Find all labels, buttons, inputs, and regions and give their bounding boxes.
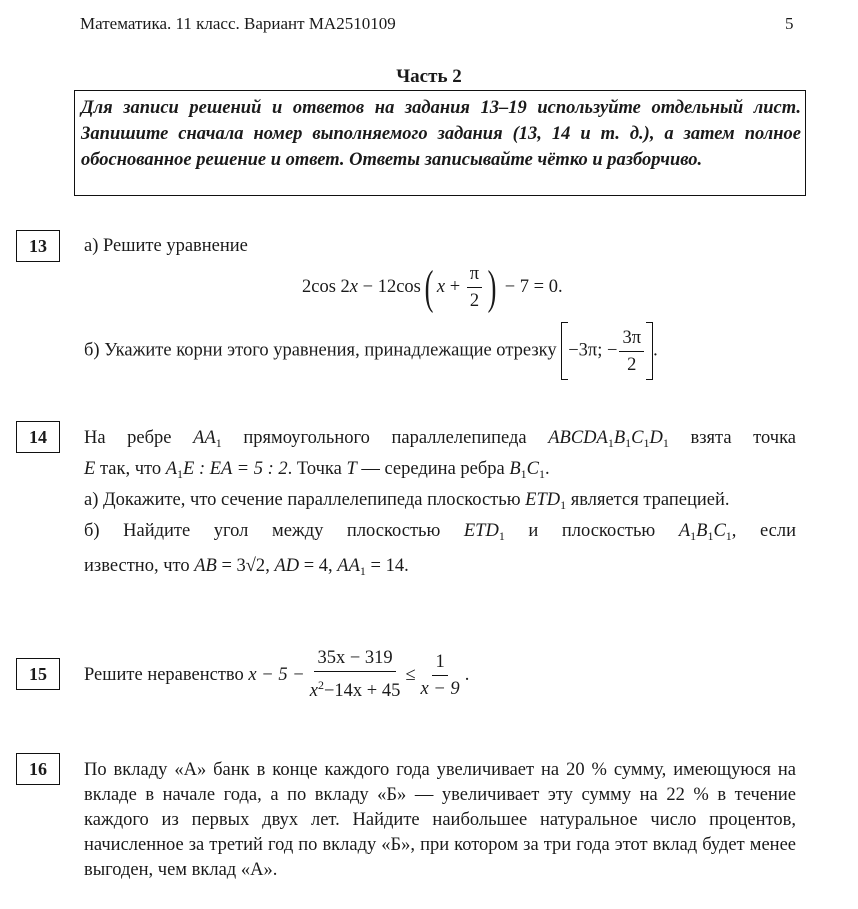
sub: 1 [359, 564, 366, 578]
math: E [84, 459, 96, 479]
task-13-part-b [84, 322, 658, 380]
sub: 1 [662, 436, 669, 450]
text: . [545, 459, 550, 479]
math: AD [274, 556, 300, 576]
math: A [165, 459, 178, 479]
math: ETD [525, 490, 561, 510]
task-14-part-a [84, 487, 796, 518]
math: T [346, 459, 357, 479]
frac-den: x − 9 [420, 678, 460, 699]
sub: 1 [520, 467, 527, 481]
text: , [265, 556, 275, 576]
paren-open: ( [424, 260, 434, 314]
math: x [309, 681, 318, 702]
math: C [526, 459, 540, 479]
task-15-inequality [84, 646, 469, 704]
frac-den: 2 [627, 354, 637, 375]
task-number-15: 15 [16, 658, 60, 690]
eq-part: − 12cos [358, 276, 421, 297]
frac-num: 1 [432, 650, 447, 676]
frac-den: 2 [469, 291, 480, 311]
task-number-16: 16 [16, 753, 60, 785]
header-title: Математика. 11 класс. Вариант МА2510109 [80, 14, 396, 33]
math: B [613, 428, 626, 448]
sub: 1 [607, 436, 614, 450]
task-number-14: 14 [16, 421, 60, 453]
fraction-2 [417, 650, 462, 701]
interval-left: −3π; − [568, 340, 618, 361]
sub: 1 [560, 498, 567, 512]
task-14-text [84, 425, 796, 584]
text: На ребре [84, 428, 194, 448]
page-number: 5 [785, 14, 794, 33]
task-14-part-b [84, 518, 796, 549]
math: D [649, 428, 663, 448]
instructions-box [74, 90, 806, 196]
task-13-part-a: а) Решите уравнение [84, 236, 248, 256]
le-sign: ≤ [405, 665, 416, 685]
part-title: Часть 2 [396, 66, 462, 87]
text: известно, что [84, 556, 195, 576]
sub: 1 [539, 467, 546, 481]
punct: . [464, 665, 470, 685]
frac-num: 3π [619, 326, 644, 352]
sub: 1 [725, 529, 732, 543]
instructions-text: Для записи решений и ответов на задания 13–19 используйте отдельный лист. Запишите сначала номер выполняемого задания (13, 14 и т. д.), а затем полное обоснованное решение и ответ. Ответы записывайте чётко и разборчиво. [81, 98, 801, 170]
text: = 4 [299, 556, 329, 576]
label: Решите неравенство [84, 665, 244, 685]
math: AA [337, 556, 360, 576]
text: прямоугольного параллелепипеда [221, 428, 549, 448]
text: взята точка [668, 428, 797, 448]
eq-var: x [436, 276, 446, 297]
frac-num: 35x − 319 [314, 646, 395, 672]
math: ETD [463, 521, 499, 541]
text: . Точка [287, 459, 347, 479]
math: A [678, 521, 691, 541]
sub: 1 [690, 529, 697, 543]
text: является трапецией. [566, 490, 730, 510]
part-b-text: б) Укажите корни этого уравнения, принадлежащие отрезку [84, 340, 557, 361]
eq-part: − 7 = 0. [500, 276, 563, 297]
fraction-1 [307, 646, 404, 703]
text: так, что [95, 459, 166, 479]
sub: 1 [707, 529, 714, 543]
task-13-equation [302, 262, 563, 313]
bracket-close [646, 322, 653, 380]
eq-part: 2cos 2 [302, 276, 350, 297]
sub: 1 [625, 436, 632, 450]
text: −14x + 45 [323, 681, 401, 702]
text: б) Найдите угол между плоскостью [84, 521, 464, 541]
math: x − 5 − [248, 665, 305, 685]
sub: 1 [177, 467, 184, 481]
text: . [404, 556, 409, 576]
text: , если [731, 521, 797, 541]
text: = 14 [365, 556, 405, 576]
paren-close: ) [487, 260, 497, 314]
math: ABCDA [548, 428, 608, 448]
frac-den [307, 672, 404, 703]
punct: . [653, 340, 658, 361]
sub: 1 [643, 436, 650, 450]
task-14-line-1 [84, 425, 796, 456]
text: а) Докажите, что сечение параллелепипеда плоскостью [84, 490, 526, 510]
math: AA [193, 428, 216, 448]
math: B [509, 459, 521, 479]
sup: 2 [317, 678, 324, 693]
fraction-3pi-2 [619, 326, 644, 377]
math: AB [194, 556, 217, 576]
text: — середина ребра [356, 459, 510, 479]
math: C [631, 428, 644, 448]
sub: 1 [498, 529, 505, 543]
task-14-line-2 [84, 456, 796, 487]
math: B [696, 521, 708, 541]
text: и плоскостью [504, 521, 679, 541]
task-14-given [84, 553, 796, 584]
text: = 3√2 [216, 556, 266, 576]
task-16-text: По вкладу «А» банк в конце каждого года увеличивает на 20 % сумму, имеющуюся на вкладе в начале года, а по вкладу «Б» — увеличивает эту сумму на 22 % в течение каждого из первых двух лет. Найдите наибольшее натуральное число процентов, начисленное за третий год по вкладу «Б», при котором за три года этот вклад будет менее выгоден, чем вклад «А». [84, 760, 796, 880]
eq-part: + [445, 276, 465, 297]
text: , [328, 556, 338, 576]
fraction-pi-2 [467, 262, 482, 313]
math: C [713, 521, 726, 541]
math: E : EA = 5 : 2 [183, 459, 288, 479]
frac-num: π [467, 262, 482, 288]
eq-var: x [349, 276, 359, 297]
sub: 1 [215, 436, 222, 450]
task-number-13: 13 [16, 230, 60, 262]
